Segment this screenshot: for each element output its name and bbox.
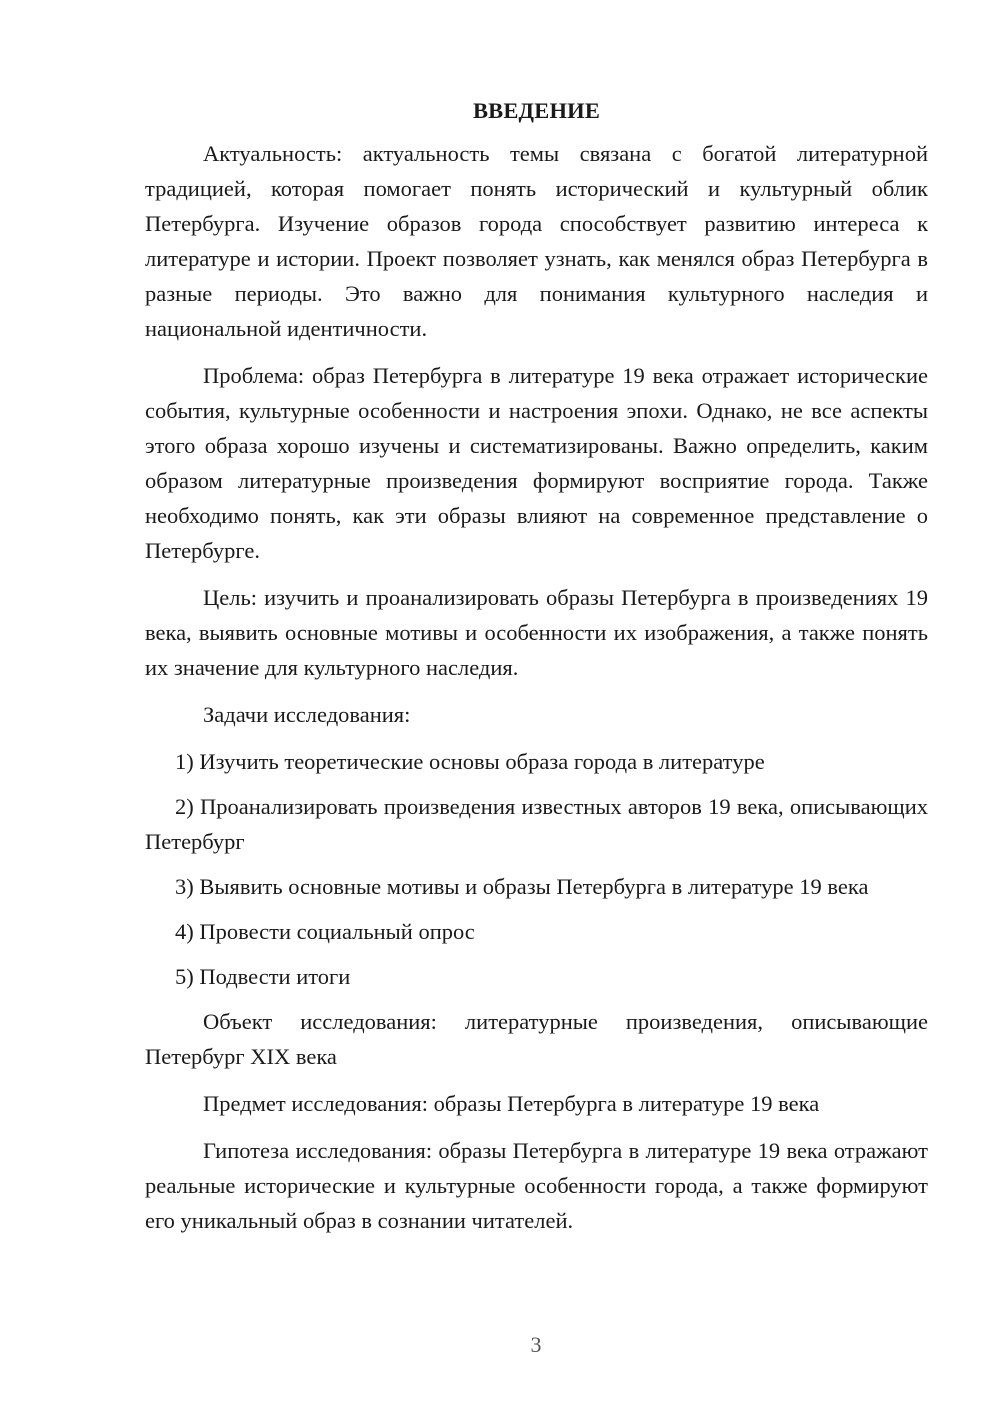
list-item-task-1: 1) Изучить теоретические основы образа города в литературе bbox=[175, 749, 765, 774]
page-number: 3 bbox=[530, 1332, 542, 1357]
list-item-task-3: 3) Выявить основные мотивы и образы Петербурга в литературе 19 века bbox=[175, 874, 869, 899]
paragraph-object: Объект исследования: литературные произведения, описывающие Петербург XIX века bbox=[145, 1009, 928, 1069]
list-item-task-4: 4) Провести социальный опрос bbox=[175, 919, 475, 944]
list-item-task-2: 2) Проанализировать произведения известных авторов 19 века, описывающих Петербург bbox=[145, 794, 928, 854]
paragraph-hypothesis: Гипотеза исследования: образы Петербурга в литературе 19 века отражают реальные исторические и культурные особенности города, а также формируют его уникальный образ в сознании читателей. bbox=[145, 1138, 928, 1233]
paragraph-problem: Проблема: образ Петербурга в литературе 19 века отражает исторические события, культурные особенности и настроения эпохи. Однако, не все аспекты этого образа хорошо изучены и систематизированы. Важно определить, каким образом литературные произведения формируют восприятие города. Также необходимо понять, как эти образы влияют на современное представление о Петербурге. bbox=[145, 363, 928, 563]
paragraph-relevance: Актуальность: актуальность темы связана с богатой литературной традицией, которая помогает понять исторический и культурный облик Петербурга. Изучение образов города способствует развитию интереса к литературе и истории. Проект позволяет узнать, как менялся образ Петербурга в разные периоды. Это важно для понимания культурного наследия и национальной идентичности. bbox=[145, 141, 928, 341]
paragraph-subject: Предмет исследования: образы Петербурга в литературе 19 века bbox=[203, 1091, 820, 1116]
page-title: ВВЕДЕНИЕ bbox=[472, 98, 601, 123]
paragraph-goal: Цель: изучить и проанализировать образы Петербурга в произведениях 19 века, выявить основные мотивы и особенности их изображения, а также понять их значение для культурного наследия. bbox=[145, 585, 928, 680]
page-content bbox=[145, 96, 928, 1250]
paragraph-tasks-heading: Задачи исследования: bbox=[203, 702, 411, 727]
list-item-task-5: 5) Подвести итоги bbox=[175, 964, 351, 989]
